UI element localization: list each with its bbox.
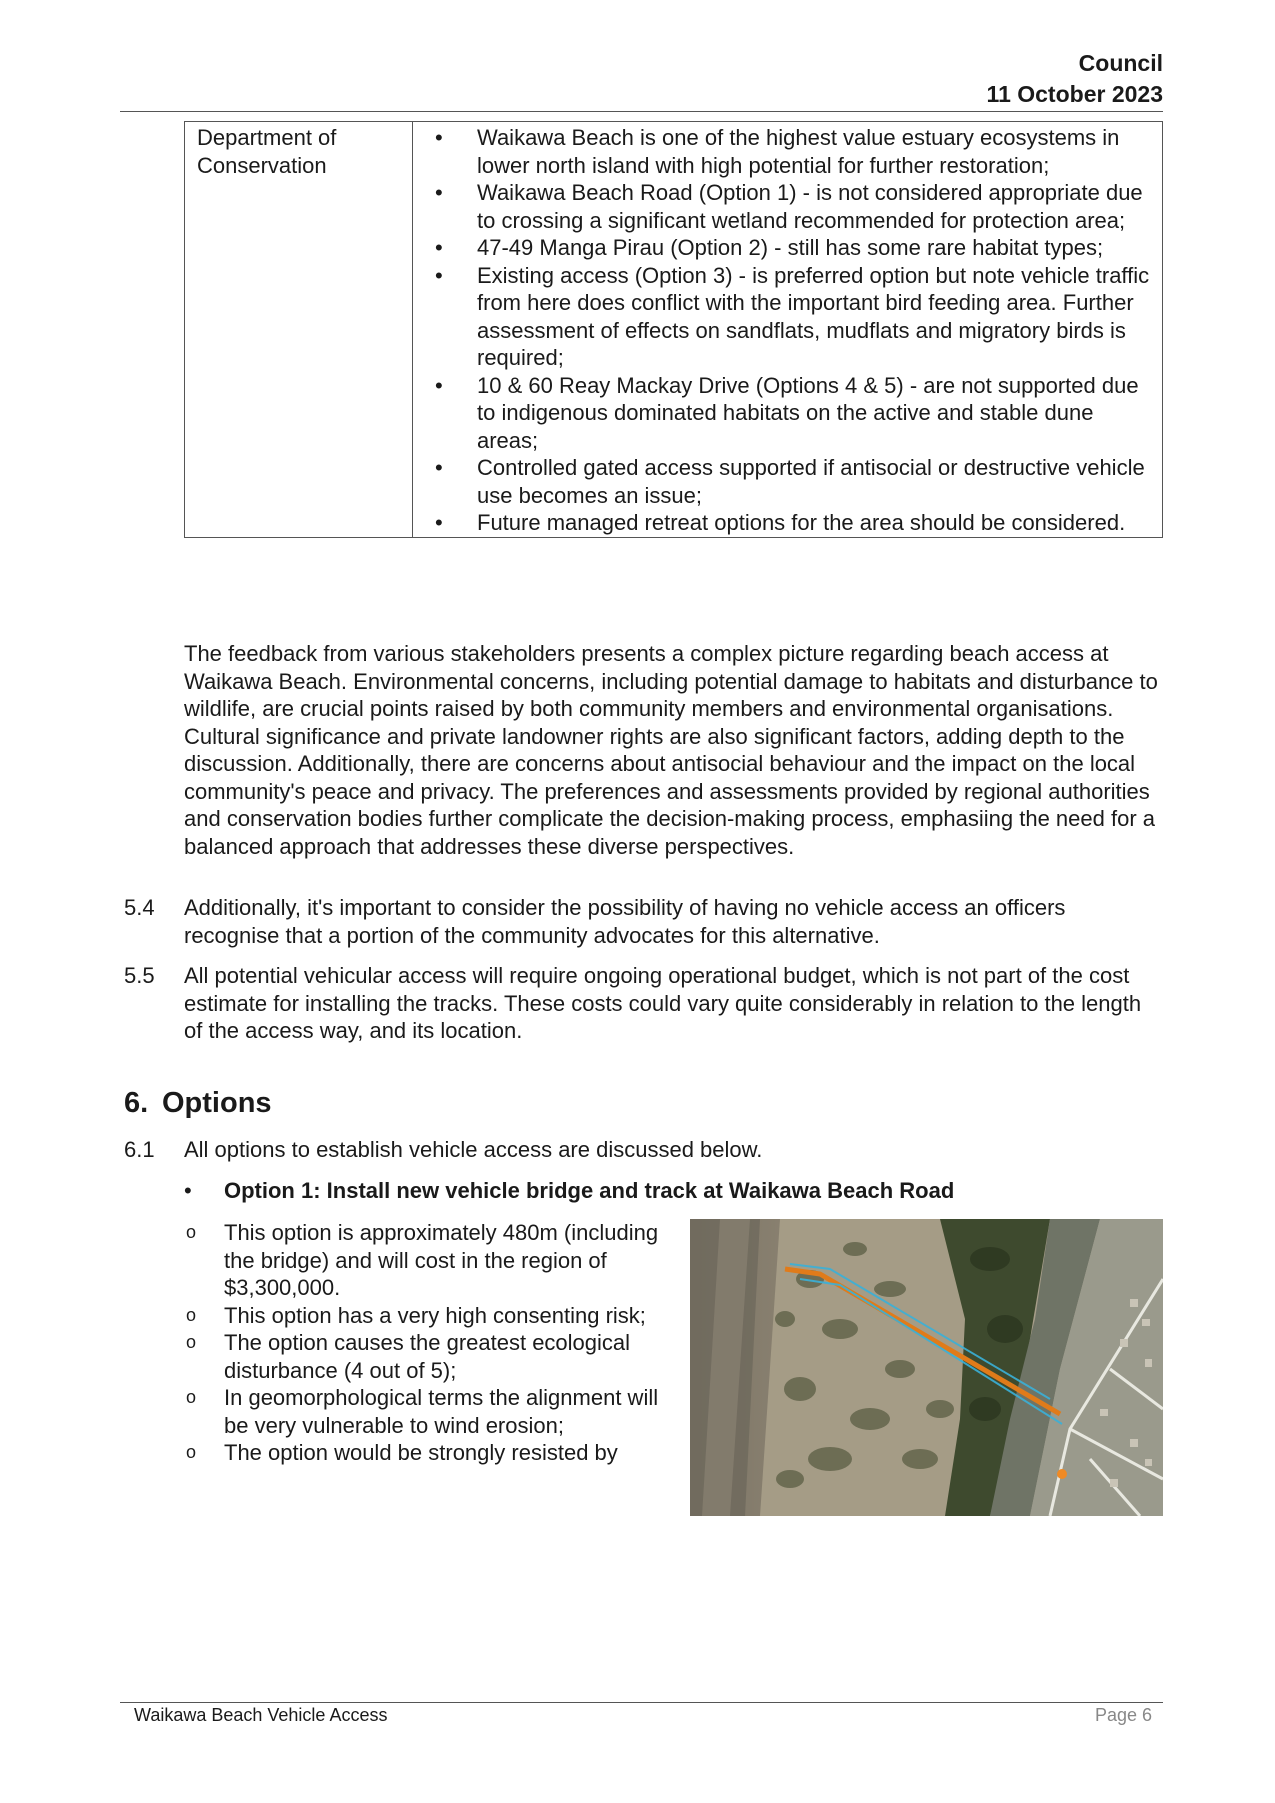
paragraph-6-1: All options to establish vehicle access are discussed below. (184, 1137, 763, 1162)
paragraph-5-4: Additionally, it's important to consider the possibility of having no vehicle access an officers recognise that a portion of the community advocates for this alternative. (184, 895, 1066, 948)
list-item: • 47-49 Manga Pirau (Option 2) - still has some rare habitat types; (435, 235, 1104, 260)
paragraph-number-5-4: 5.4 (124, 895, 155, 920)
bullet-icon: • (184, 1178, 192, 1203)
paragraph-number-5-5: 5.5 (124, 963, 155, 988)
footer-document-title: Waikawa Beach Vehicle Access (134, 1705, 388, 1725)
circle-bullet-icon: o (186, 1442, 197, 1462)
bullet-icon: • (435, 510, 443, 535)
section-heading-options (124, 1087, 272, 1120)
bullet-icon: • (435, 235, 443, 260)
list-item: • Waikawa Beach is one of the highest value estuary ecosystems in lower north island with high potential for further restoration; (435, 125, 1120, 178)
paragraph-number-6-1: 6.1 (124, 1137, 155, 1162)
circle-bullet-icon: o (186, 1332, 197, 1352)
feedback-list (425, 124, 1152, 537)
list-item: o The option causes the greatest ecological disturbance (4 out of 5); (186, 1330, 631, 1383)
circle-bullet-icon: o (186, 1222, 197, 1242)
list-item: • Controlled gated access supported if antisocial or destructive vehicle use becomes an issue; (435, 455, 1145, 508)
bullet-icon: • (435, 125, 443, 150)
option-1-title: Option 1: Install new vehicle bridge and track at Waikawa Beach Road (224, 1178, 955, 1203)
stakeholder-table (184, 121, 1163, 538)
header-rule (120, 111, 1163, 112)
list-item: • Existing access (Option 3) - is preferred option but note vehicle traffic from here does conflict with the important bird feeding area. Further assessment of effects on sandflats, mudflats and migratory birds is required; (435, 262, 1150, 370)
document-header (987, 48, 1163, 110)
header-date: 11 October 2023 (986, 81, 1163, 107)
bullet-icon: • (435, 262, 443, 288)
section-title: Options (162, 1087, 272, 1119)
option-1-heading (184, 1177, 954, 1205)
list-item: o The option would be strongly resisted by (186, 1440, 618, 1465)
bullet-icon: • (435, 372, 443, 398)
aerial-map-image (690, 1219, 1163, 1516)
list-item: • 10 & 60 Reay Mackay Drive (Options 4 & 5) - are not supported due to indigenous dominated habitats on the active and stable dune areas; (435, 372, 1139, 453)
paragraph-5-5: All potential vehicular access will require ongoing operational budget, which is not part of the cost estimate for installing the tracks. These costs could vary quite considerably in relation to the length of the access way, and its location. (184, 963, 1142, 1043)
feedback-cell (413, 122, 1163, 538)
circle-bullet-icon: o (186, 1387, 197, 1407)
list-item: o This option has a very high consenting risk; (186, 1302, 646, 1328)
summary-paragraph: The feedback from various stakeholders presents a complex picture regarding beach access at Waikawa Beach. Environmental concerns, including potential damage to habitats and disturbance to wildlife, are crucial points raised by both community members and environmental organisations. Cultural significance and private landowner rights are also significant factors, adding depth to the discussion. Additionally, there are concerns about antisocial behaviour and the impact on the local community's peace and privacy. The preferences and assessments provided by regional authorities and conservation bodies further complicate the decision-making process, emphasiing the need for a balanced approach that addresses these diverse perspectives. (184, 641, 1158, 859)
section-number: 6. (124, 1087, 149, 1119)
footer-rule (120, 1702, 1163, 1703)
list-item: o This option is approximately 480m (including the bridge) and will cost in the region of $3,300,000. (186, 1220, 659, 1300)
circle-bullet-icon: o (186, 1304, 197, 1325)
footer-page-number: Page 6 (1094, 1705, 1152, 1725)
table-row (185, 122, 1163, 538)
list-item: • Future managed retreat options for the area should be considered. (435, 510, 1126, 535)
list-item: o In geomorphological terms the alignment will be very vulnerable to wind erosion; (186, 1385, 659, 1438)
bullet-icon: • (435, 180, 443, 205)
organisation-cell: Department of Conservation (185, 122, 413, 538)
header-council: Council (1078, 50, 1163, 76)
option-1-list (184, 1219, 674, 1467)
bullet-icon: • (435, 455, 443, 480)
list-item: • Waikawa Beach Road (Option 1) - is not considered appropriate due to crossing a significant wetland recommended for protection area; (435, 180, 1143, 233)
